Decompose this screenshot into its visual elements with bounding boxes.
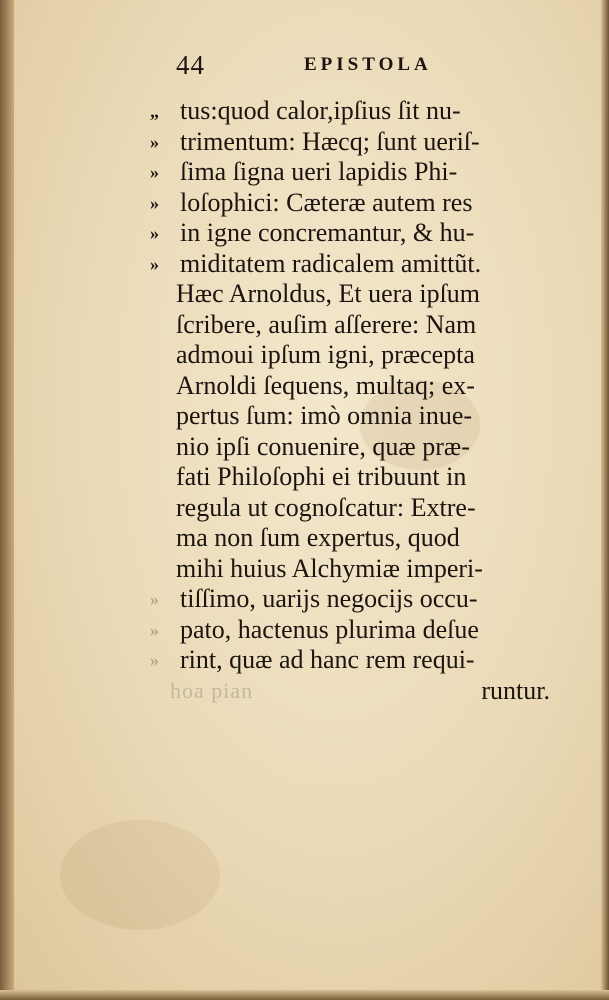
line-text: rint, quæ ad hanc rem requi- bbox=[180, 645, 475, 674]
text-line bbox=[150, 279, 550, 310]
text-line bbox=[150, 127, 550, 158]
text-line bbox=[150, 401, 550, 432]
page-bottom-edge bbox=[0, 990, 609, 1000]
line-text: miditatem radicalem amittũt. bbox=[180, 248, 482, 278]
line-text: pato, hactenus plurima deſue bbox=[180, 614, 479, 644]
paper-stain bbox=[60, 820, 220, 930]
text-line bbox=[150, 96, 550, 127]
line-text: ſcribere, auſim aſſerere: Nam bbox=[176, 309, 477, 339]
quotation-marker: » bbox=[150, 223, 159, 243]
text-line bbox=[150, 554, 550, 585]
bleed-through-text: hoa pian bbox=[170, 677, 254, 703]
line-text: fati Philoſophi ei tribuunt in bbox=[176, 462, 467, 491]
text-line bbox=[150, 310, 550, 341]
quotation-marker: » bbox=[150, 253, 159, 274]
text-line bbox=[150, 615, 550, 646]
quotation-marker: » bbox=[150, 619, 159, 640]
quotation-marker: » bbox=[150, 192, 159, 213]
text-line bbox=[150, 462, 550, 493]
page-left-edge bbox=[0, 0, 14, 1000]
line-text: pertus ſum: imò omnia inue- bbox=[176, 401, 473, 430]
text-line bbox=[150, 584, 550, 615]
text-line bbox=[150, 432, 550, 463]
text-line bbox=[150, 218, 550, 249]
line-text: tiſſimo, uarijs negocijs occu- bbox=[180, 584, 478, 613]
catchword-row bbox=[150, 676, 550, 706]
line-text: admoui ipſum igni, præcepta bbox=[176, 340, 475, 369]
quotation-marker: » bbox=[150, 131, 159, 152]
line-text: ma non ſum expertus, quod bbox=[176, 523, 460, 552]
line-text: tus:quod calor,ipſius ſit nu- bbox=[180, 96, 461, 125]
page-right-edge bbox=[601, 0, 609, 1000]
quotation-marker: » bbox=[150, 589, 159, 609]
text-line bbox=[150, 249, 550, 280]
line-text: loſophici: Cæteræ autem res bbox=[180, 187, 473, 217]
line-text: regula ut cognoſcatur: Extre- bbox=[176, 492, 476, 522]
text-line bbox=[150, 157, 550, 188]
quotation-marker: » bbox=[150, 650, 159, 670]
quotation-marker: » bbox=[150, 162, 159, 182]
quotation-marker: „ bbox=[150, 101, 159, 121]
text-line bbox=[150, 371, 550, 402]
line-text: Arnoldi ſequens, multaq; ex- bbox=[176, 370, 475, 400]
line-text: in igne concremantur, & hu- bbox=[180, 218, 475, 247]
line-text: ſima ſigna ueri lapidis Phi- bbox=[180, 157, 458, 186]
line-text: nio ipſi conuenire, quæ præ- bbox=[176, 431, 470, 461]
text-line bbox=[150, 523, 550, 554]
page-header bbox=[176, 50, 476, 86]
line-text: Hæc Arnoldus, Et uera ipſum bbox=[176, 279, 481, 308]
page-number: 44 bbox=[176, 50, 205, 80]
text-line bbox=[150, 493, 550, 524]
text-line bbox=[150, 645, 550, 676]
line-text: mihi huius Alchymiæ imperi- bbox=[176, 553, 483, 583]
text-line bbox=[150, 340, 550, 371]
text-block bbox=[150, 96, 550, 706]
text-line bbox=[150, 188, 550, 219]
line-text: trimentum: Hæcq; ſunt ueriſ- bbox=[180, 126, 480, 156]
catchword: runtur. bbox=[481, 675, 550, 705]
running-head: EPISTOLA bbox=[304, 54, 432, 75]
